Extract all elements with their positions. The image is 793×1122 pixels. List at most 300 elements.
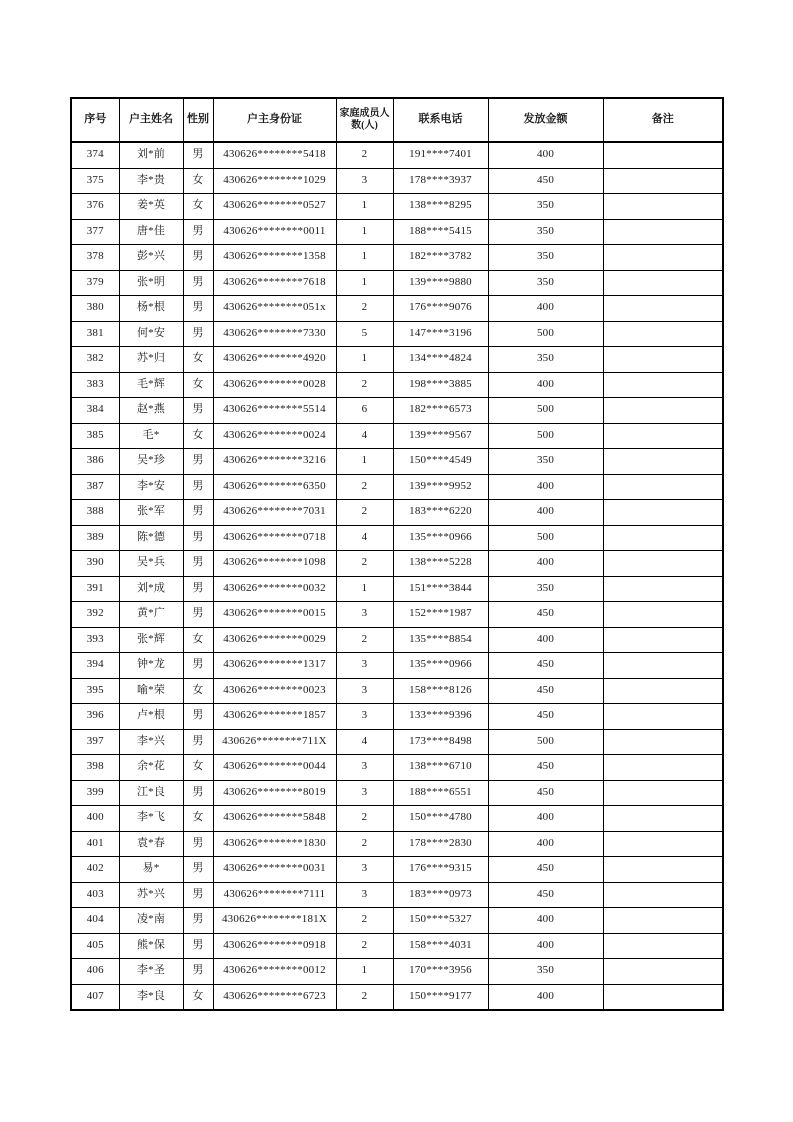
table-cell — [603, 933, 723, 959]
table-cell: 350 — [488, 449, 603, 475]
table-cell: 176****9315 — [393, 857, 488, 883]
table-cell — [603, 653, 723, 679]
table-cell: 430626********1098 — [213, 551, 336, 577]
table-cell: 430626********1029 — [213, 168, 336, 194]
table-row — [71, 729, 723, 755]
table-cell: 379 — [71, 270, 119, 296]
table-cell — [603, 321, 723, 347]
table-cell: 384 — [71, 398, 119, 424]
table-cell: 吴*珍 — [119, 449, 183, 475]
table-cell: 430626********1857 — [213, 704, 336, 730]
table-cell: 400 — [488, 908, 603, 934]
table-row — [71, 704, 723, 730]
table-cell: 350 — [488, 194, 603, 220]
table-cell: 男 — [183, 602, 213, 628]
table-cell: 苏*归 — [119, 347, 183, 373]
table-cell: 183****0973 — [393, 882, 488, 908]
table-cell: 430626********5848 — [213, 806, 336, 832]
table-cell — [603, 857, 723, 883]
table-cell: 350 — [488, 576, 603, 602]
table-cell: 400 — [488, 627, 603, 653]
table-cell: 402 — [71, 857, 119, 883]
table-row — [71, 270, 723, 296]
table-cell — [603, 142, 723, 168]
table-cell: 喻*荣 — [119, 678, 183, 704]
table-cell: 139****9880 — [393, 270, 488, 296]
table-cell: 430626********0015 — [213, 602, 336, 628]
table-cell: 男 — [183, 780, 213, 806]
table-cell: 450 — [488, 780, 603, 806]
table-cell: 430626********5514 — [213, 398, 336, 424]
table-cell: 2 — [336, 933, 393, 959]
table-cell: 182****6573 — [393, 398, 488, 424]
table-cell: 450 — [488, 704, 603, 730]
table-cell: 500 — [488, 729, 603, 755]
table-cell: 400 — [488, 296, 603, 322]
table-cell: 男 — [183, 219, 213, 245]
table-row — [71, 959, 723, 985]
table-cell: 404 — [71, 908, 119, 934]
table-cell: 430626********0028 — [213, 372, 336, 398]
table-cell: 430626********1830 — [213, 831, 336, 857]
table-cell — [603, 372, 723, 398]
table-cell: 198****3885 — [393, 372, 488, 398]
table-cell: 4 — [336, 525, 393, 551]
table-cell: 430626********7111 — [213, 882, 336, 908]
table-row — [71, 296, 723, 322]
table-cell: 刘*前 — [119, 142, 183, 168]
table-cell: 6 — [336, 398, 393, 424]
table-cell: 彭*兴 — [119, 245, 183, 271]
table-cell — [603, 270, 723, 296]
table-cell: 男 — [183, 270, 213, 296]
table-cell: 430626********0012 — [213, 959, 336, 985]
table-cell: 3 — [336, 780, 393, 806]
table-cell: 江*良 — [119, 780, 183, 806]
table-cell: 男 — [183, 831, 213, 857]
column-header-index: 序号 — [71, 98, 119, 142]
table-cell: 430626********0011 — [213, 219, 336, 245]
table-cell: 3 — [336, 755, 393, 781]
table-cell: 李*安 — [119, 474, 183, 500]
table-cell — [603, 576, 723, 602]
table-cell: 1 — [336, 270, 393, 296]
table-cell: 1 — [336, 219, 393, 245]
table-row — [71, 321, 723, 347]
table-cell: 400 — [71, 806, 119, 832]
table-cell: 2 — [336, 372, 393, 398]
table-cell: 凌*南 — [119, 908, 183, 934]
table-cell: 400 — [488, 474, 603, 500]
table-cell: 刘*成 — [119, 576, 183, 602]
table-cell: 450 — [488, 168, 603, 194]
table-cell: 350 — [488, 219, 603, 245]
table-cell: 450 — [488, 602, 603, 628]
table-cell: 男 — [183, 882, 213, 908]
table-cell: 393 — [71, 627, 119, 653]
table-cell: 430626********5418 — [213, 142, 336, 168]
table-cell: 女 — [183, 194, 213, 220]
table-cell: 2 — [336, 908, 393, 934]
table-cell: 430626********6350 — [213, 474, 336, 500]
table-cell — [603, 908, 723, 934]
table-cell: 男 — [183, 500, 213, 526]
table-cell: 3 — [336, 882, 393, 908]
table-cell: 152****1987 — [393, 602, 488, 628]
table-cell: 399 — [71, 780, 119, 806]
table-cell: 女 — [183, 678, 213, 704]
table-cell: 178****2830 — [393, 831, 488, 857]
table-cell: 430626********7330 — [213, 321, 336, 347]
table-row — [71, 474, 723, 500]
table-cell: 394 — [71, 653, 119, 679]
table-cell — [603, 347, 723, 373]
table-cell: 188****5415 — [393, 219, 488, 245]
table-cell: 430626********7618 — [213, 270, 336, 296]
table-cell: 392 — [71, 602, 119, 628]
table-cell: 男 — [183, 474, 213, 500]
table-cell — [603, 474, 723, 500]
table-cell: 135****8854 — [393, 627, 488, 653]
table-cell — [603, 194, 723, 220]
table-cell: 401 — [71, 831, 119, 857]
table-cell — [603, 168, 723, 194]
table-cell: 1 — [336, 576, 393, 602]
table-row — [71, 576, 723, 602]
table-cell — [603, 729, 723, 755]
table-row — [71, 806, 723, 832]
table-cell: 374 — [71, 142, 119, 168]
table-row — [71, 449, 723, 475]
table-cell: 4 — [336, 423, 393, 449]
table-cell: 150****9177 — [393, 984, 488, 1010]
table-cell: 3 — [336, 602, 393, 628]
table-cell — [603, 219, 723, 245]
table-cell: 430626********0032 — [213, 576, 336, 602]
table-cell: 3 — [336, 704, 393, 730]
table-cell — [603, 449, 723, 475]
table-cell: 张*明 — [119, 270, 183, 296]
table-cell — [603, 780, 723, 806]
table-cell: 唐*佳 — [119, 219, 183, 245]
table-cell: 430626********0023 — [213, 678, 336, 704]
table-cell: 407 — [71, 984, 119, 1010]
table-cell: 张*军 — [119, 500, 183, 526]
table-cell: 430626********0029 — [213, 627, 336, 653]
table-cell: 430626********0918 — [213, 933, 336, 959]
table-cell: 5 — [336, 321, 393, 347]
table-cell: 430626********4920 — [213, 347, 336, 373]
table-cell: 3 — [336, 653, 393, 679]
table-cell: 135****0966 — [393, 653, 488, 679]
table-cell — [603, 755, 723, 781]
table-cell: 黄*广 — [119, 602, 183, 628]
table-row — [71, 678, 723, 704]
table-cell: 377 — [71, 219, 119, 245]
table-cell: 男 — [183, 398, 213, 424]
table-cell: 400 — [488, 372, 603, 398]
table-cell: 450 — [488, 755, 603, 781]
table-cell: 183****6220 — [393, 500, 488, 526]
table-cell: 男 — [183, 321, 213, 347]
beneficiary-table — [70, 97, 724, 1011]
table-cell: 男 — [183, 296, 213, 322]
table-cell — [603, 296, 723, 322]
table-cell: 138****8295 — [393, 194, 488, 220]
table-cell: 毛* — [119, 423, 183, 449]
table-cell: 383 — [71, 372, 119, 398]
table-cell: 苏*兴 — [119, 882, 183, 908]
table-cell: 1 — [336, 449, 393, 475]
table-cell: 400 — [488, 984, 603, 1010]
column-header-name: 户主姓名 — [119, 98, 183, 142]
table-cell: 382 — [71, 347, 119, 373]
table-cell: 400 — [488, 806, 603, 832]
table-cell — [603, 678, 723, 704]
table-cell: 袁*春 — [119, 831, 183, 857]
table-row — [71, 602, 723, 628]
table-cell: 女 — [183, 347, 213, 373]
table-cell: 张*辉 — [119, 627, 183, 653]
table-row — [71, 831, 723, 857]
table-cell: 450 — [488, 882, 603, 908]
table-row — [71, 525, 723, 551]
table-cell — [603, 627, 723, 653]
table-cell: 2 — [336, 551, 393, 577]
table-row — [71, 194, 723, 220]
table-cell: 男 — [183, 653, 213, 679]
table-cell: 147****3196 — [393, 321, 488, 347]
table-row — [71, 245, 723, 271]
table-cell: 135****0966 — [393, 525, 488, 551]
table-cell: 376 — [71, 194, 119, 220]
table-row — [71, 882, 723, 908]
table-cell: 158****8126 — [393, 678, 488, 704]
table-cell: 173****8498 — [393, 729, 488, 755]
table-row — [71, 347, 723, 373]
table-cell: 388 — [71, 500, 119, 526]
table-cell: 3 — [336, 678, 393, 704]
table-cell — [603, 551, 723, 577]
table-cell: 134****4824 — [393, 347, 488, 373]
table-cell: 2 — [336, 296, 393, 322]
column-header-id: 户主身份证 — [213, 98, 336, 142]
table-cell: 女 — [183, 372, 213, 398]
table-cell: 400 — [488, 831, 603, 857]
table-cell: 375 — [71, 168, 119, 194]
table-cell: 350 — [488, 347, 603, 373]
table-cell: 李*兴 — [119, 729, 183, 755]
table-cell: 2 — [336, 627, 393, 653]
table-row — [71, 653, 723, 679]
table-cell: 178****3937 — [393, 168, 488, 194]
table-cell: 389 — [71, 525, 119, 551]
table-cell: 男 — [183, 551, 213, 577]
table-cell: 150****4549 — [393, 449, 488, 475]
table-cell — [603, 806, 723, 832]
table-row — [71, 908, 723, 934]
table-cell: 430626********0044 — [213, 755, 336, 781]
table-cell — [603, 959, 723, 985]
table-cell: 吴*兵 — [119, 551, 183, 577]
table-header-row — [71, 98, 723, 142]
table-cell: 430626********7031 — [213, 500, 336, 526]
table-cell: 男 — [183, 449, 213, 475]
table-cell — [603, 704, 723, 730]
table-cell: 430626********6723 — [213, 984, 336, 1010]
table-cell: 余*花 — [119, 755, 183, 781]
table-row — [71, 168, 723, 194]
table-cell: 176****9076 — [393, 296, 488, 322]
table-cell: 396 — [71, 704, 119, 730]
table-cell: 2 — [336, 474, 393, 500]
table-cell: 450 — [488, 857, 603, 883]
table-row — [71, 857, 723, 883]
table-cell: 男 — [183, 857, 213, 883]
table-cell: 易* — [119, 857, 183, 883]
table-cell: 150****4780 — [393, 806, 488, 832]
table-cell: 386 — [71, 449, 119, 475]
table-cell: 395 — [71, 678, 119, 704]
table-cell: 430626********181X — [213, 908, 336, 934]
table-cell: 430626********1317 — [213, 653, 336, 679]
table-cell — [603, 525, 723, 551]
table-row — [71, 627, 723, 653]
table-cell: 430626********3216 — [213, 449, 336, 475]
table-row — [71, 780, 723, 806]
table-cell: 138****6710 — [393, 755, 488, 781]
table-cell: 男 — [183, 142, 213, 168]
table-cell: 2 — [336, 984, 393, 1010]
table-cell: 430626********051x — [213, 296, 336, 322]
table-cell: 赵*燕 — [119, 398, 183, 424]
table-cell: 450 — [488, 653, 603, 679]
table-row — [71, 755, 723, 781]
table-cell: 158****4031 — [393, 933, 488, 959]
table-cell: 406 — [71, 959, 119, 985]
table-cell — [603, 398, 723, 424]
table-cell: 378 — [71, 245, 119, 271]
table-row — [71, 984, 723, 1010]
table-cell: 男 — [183, 576, 213, 602]
table-cell: 400 — [488, 142, 603, 168]
table-cell: 李*飞 — [119, 806, 183, 832]
table-cell: 2 — [336, 142, 393, 168]
table-cell: 430626********0031 — [213, 857, 336, 883]
table-cell: 191****7401 — [393, 142, 488, 168]
table-cell: 女 — [183, 627, 213, 653]
table-cell — [603, 882, 723, 908]
table-cell: 430626********1358 — [213, 245, 336, 271]
column-header-amount: 发放金额 — [488, 98, 603, 142]
table-cell: 170****3956 — [393, 959, 488, 985]
table-cell: 398 — [71, 755, 119, 781]
column-header-family: 家庭成员人数(人) — [336, 98, 393, 142]
table-cell: 女 — [183, 755, 213, 781]
table-cell: 毛*辉 — [119, 372, 183, 398]
table-cell: 430626********0024 — [213, 423, 336, 449]
table-body — [71, 142, 723, 1010]
table-row — [71, 398, 723, 424]
table-cell: 138****5228 — [393, 551, 488, 577]
table-cell: 男 — [183, 704, 213, 730]
table-cell: 387 — [71, 474, 119, 500]
table-cell: 2 — [336, 806, 393, 832]
table-cell: 400 — [488, 551, 603, 577]
table-cell: 139****9952 — [393, 474, 488, 500]
table-cell: 钟*龙 — [119, 653, 183, 679]
table-cell: 391 — [71, 576, 119, 602]
table-row — [71, 551, 723, 577]
table-cell: 430626********0527 — [213, 194, 336, 220]
table-cell: 卢*根 — [119, 704, 183, 730]
table-cell: 杨*根 — [119, 296, 183, 322]
table-cell: 350 — [488, 245, 603, 271]
table-cell: 381 — [71, 321, 119, 347]
table-cell: 133****9396 — [393, 704, 488, 730]
table-cell: 430626********8019 — [213, 780, 336, 806]
table-cell: 500 — [488, 321, 603, 347]
table-cell: 390 — [71, 551, 119, 577]
table-cell: 430626********711X — [213, 729, 336, 755]
table-cell: 405 — [71, 933, 119, 959]
table-cell: 139****9567 — [393, 423, 488, 449]
table-cell: 2 — [336, 831, 393, 857]
table-cell: 350 — [488, 959, 603, 985]
table-cell: 188****6551 — [393, 780, 488, 806]
table-cell — [603, 831, 723, 857]
table-cell — [603, 245, 723, 271]
table-row — [71, 219, 723, 245]
table-cell: 男 — [183, 245, 213, 271]
table-cell: 500 — [488, 423, 603, 449]
table-cell: 1 — [336, 194, 393, 220]
table-cell: 李*圣 — [119, 959, 183, 985]
table-cell — [603, 984, 723, 1010]
table-cell — [603, 500, 723, 526]
table-cell: 女 — [183, 984, 213, 1010]
table-cell: 男 — [183, 933, 213, 959]
table-cell: 2 — [336, 500, 393, 526]
column-header-note: 备注 — [603, 98, 723, 142]
table-cell — [603, 602, 723, 628]
table-cell: 陈*德 — [119, 525, 183, 551]
table-cell: 450 — [488, 678, 603, 704]
table-row — [71, 142, 723, 168]
table-cell: 500 — [488, 525, 603, 551]
table-row — [71, 933, 723, 959]
table-cell: 男 — [183, 729, 213, 755]
table-cell: 397 — [71, 729, 119, 755]
table-cell: 350 — [488, 270, 603, 296]
table-cell: 李*贵 — [119, 168, 183, 194]
table-cell: 150****5327 — [393, 908, 488, 934]
table-cell: 女 — [183, 423, 213, 449]
table-cell: 熊*保 — [119, 933, 183, 959]
table-cell: 李*良 — [119, 984, 183, 1010]
table-cell: 1 — [336, 959, 393, 985]
table-cell: 182****3782 — [393, 245, 488, 271]
table-cell: 女 — [183, 806, 213, 832]
table-row — [71, 500, 723, 526]
table-cell: 151****3844 — [393, 576, 488, 602]
table-cell: 430626********0718 — [213, 525, 336, 551]
table-cell: 1 — [336, 245, 393, 271]
table-cell: 何*安 — [119, 321, 183, 347]
table-cell: 男 — [183, 908, 213, 934]
table-cell: 男 — [183, 959, 213, 985]
table-cell: 1 — [336, 347, 393, 373]
